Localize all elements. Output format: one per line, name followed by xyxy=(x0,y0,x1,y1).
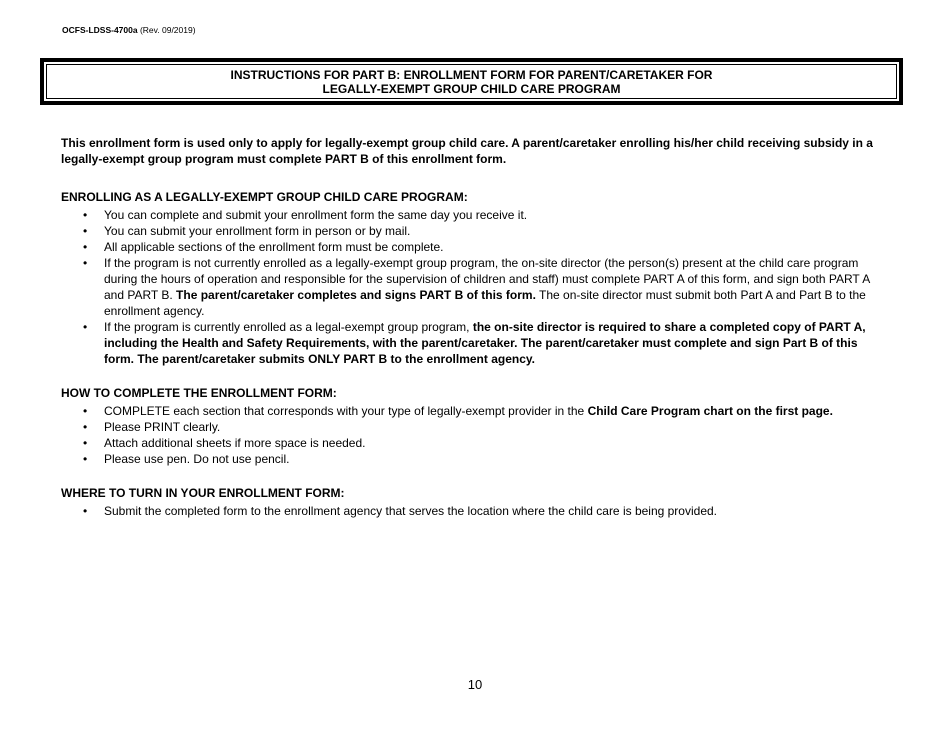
page-number: 10 xyxy=(467,677,483,692)
form-identifier xyxy=(62,25,196,35)
title-box xyxy=(40,58,903,105)
list-item-emphasis: the on-site director is required to share a completed copy of PART A, including the Health and Safety Requirements, with the parent/caretaker. The parent/caretaker must complete and sign Part B of this form. The parent/caretaker submits ONLY PART B to the enrollment agency. xyxy=(104,320,866,366)
how-list xyxy=(61,403,881,467)
intro-paragraph: This enrollment form is used only to apply for legally-exempt group child care. A parent/caretaker enrolling his/her child receiving subsidy in a legally-exempt group program must complete PART B of this enrollment form. xyxy=(61,136,873,166)
list-item-emphasis: The parent/caretaker completes and signs PART B of this form. xyxy=(176,288,536,302)
list-item-text: If the program is currently enrolled as a legal-exempt group program, xyxy=(104,320,473,334)
instructions-content xyxy=(61,135,881,537)
where-heading: WHERE TO TURN IN YOUR ENROLLMENT FORM: xyxy=(61,486,345,500)
list-item: • Attach additional sheets if more space is needed. xyxy=(61,435,881,451)
form-code: OCFS-LDSS-4700a xyxy=(62,25,138,35)
list-item xyxy=(61,319,881,367)
title-line-1: INSTRUCTIONS FOR PART B: ENROLLMENT FORM FOR PARENT/CARETAKER FOR xyxy=(230,67,713,82)
enrolling-list xyxy=(61,207,881,367)
where-list xyxy=(61,503,881,519)
list-item-text: If the program is not currently enrolled as a legally-exempt group program, the on-site director (the person(s) present at the child care program during the hours of operation and responsible for the supervision of children and staff) must complete PART A of this form, and sign both PART A and PART B. xyxy=(104,256,870,302)
list-item: • All applicable sections of the enrollment form must be complete. xyxy=(61,239,881,255)
list-item: • Submit the completed form to the enrollment agency that serves the location where the child care is being provided. xyxy=(61,503,881,519)
title-inner xyxy=(46,64,897,99)
list-item xyxy=(61,403,881,419)
list-item-text: The on-site director must submit both Part A and Part B to the enrollment agency. xyxy=(104,288,866,318)
list-item: • You can submit your enrollment form in person or by mail. xyxy=(61,223,881,239)
how-heading: HOW TO COMPLETE THE ENROLLMENT FORM: xyxy=(61,386,337,400)
title-line-2: LEGALLY-EXEMPT GROUP CHILD CARE PROGRAM xyxy=(322,81,621,96)
list-item: • Please PRINT clearly. xyxy=(61,419,881,435)
enrolling-heading: ENROLLING AS A LEGALLY-EXEMPT GROUP CHILD CARE PROGRAM: xyxy=(61,190,468,204)
form-revision: (Rev. 09/2019) xyxy=(137,25,196,35)
list-item: • You can complete and submit your enrollment form the same day you receive it. xyxy=(61,207,881,223)
list-item xyxy=(61,255,881,319)
list-item-text: COMPLETE each section that corresponds with your type of legally-exempt provider in the xyxy=(104,404,588,418)
list-item-emphasis: Child Care Program chart on the first page. xyxy=(587,404,833,418)
list-item: • Please use pen. Do not use pencil. xyxy=(61,451,881,467)
